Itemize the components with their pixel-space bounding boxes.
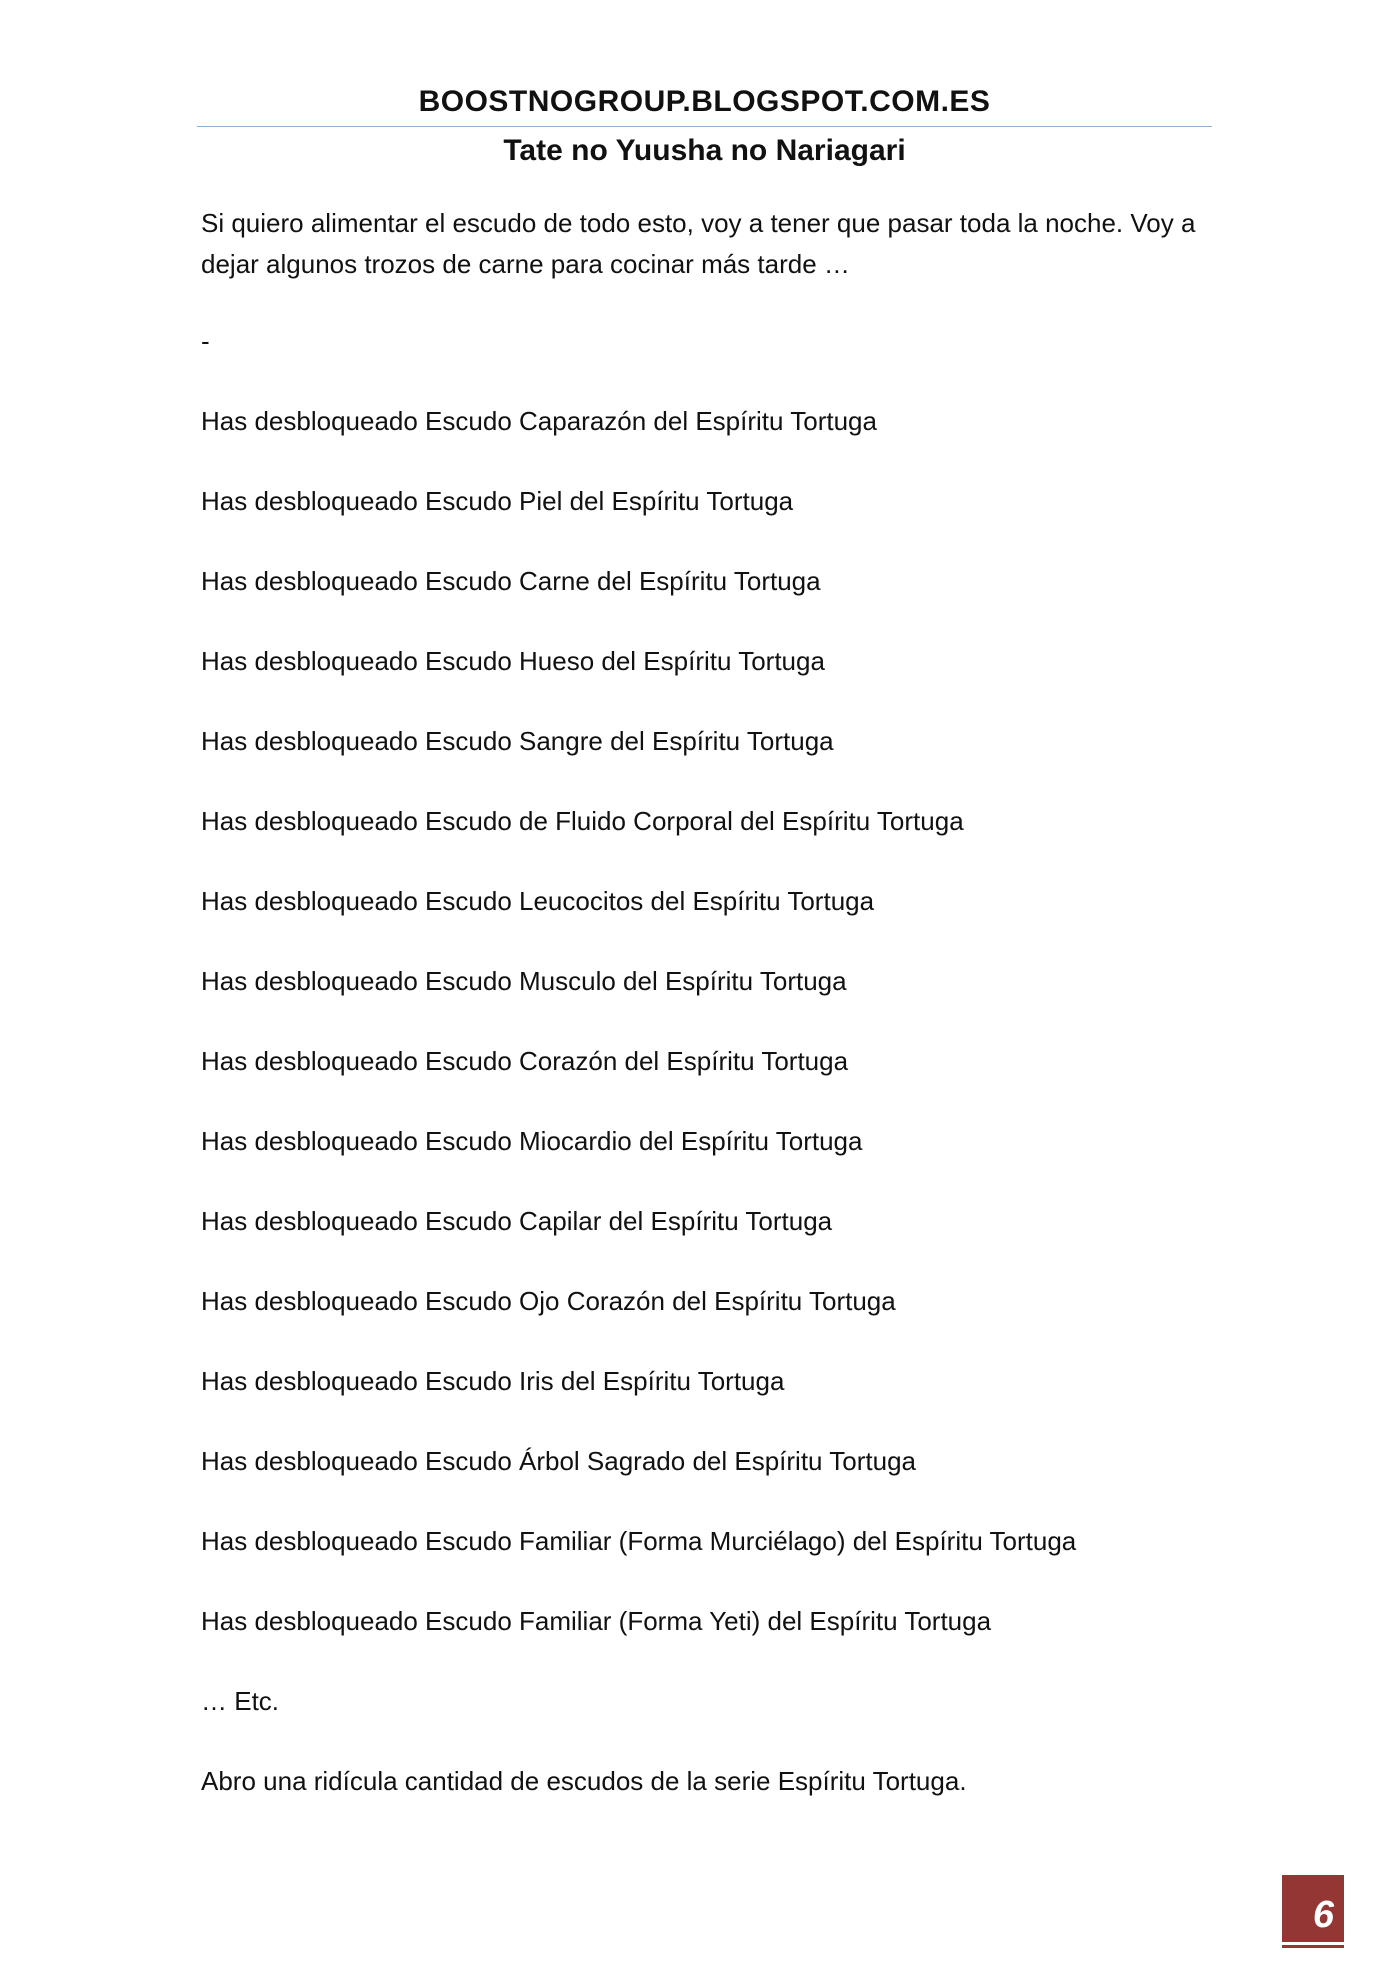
closing-paragraph: Abro una ridícula cantidad de escudos de la serie Espíritu Tortuga. [201, 1766, 967, 1796]
list-item: Has desbloqueado Escudo Ojo Corazón del Espíritu Tortuga [201, 1286, 896, 1316]
intro-paragraph: Si quiero alimentar el escudo de todo esto, voy a tener que pasar toda la noche. Voy a dejar algunos trozos de carne para cocinar más tarde … [201, 208, 1196, 279]
list-item: Has desbloqueado Escudo Miocardio del Espíritu Tortuga [201, 1126, 863, 1156]
unlock-list [201, 401, 1206, 1841]
list-item: Has desbloqueado Escudo Musculo del Espíritu Tortuga [201, 966, 847, 996]
list-item: Has desbloqueado Escudo de Fluido Corporal del Espíritu Tortuga [201, 806, 964, 836]
list-item: Has desbloqueado Escudo Leucocitos del Espíritu Tortuga [201, 886, 875, 916]
header-rule [197, 126, 1212, 127]
site-header: BOOSTNOGROUP.BLOGSPOT.COM.ES [418, 85, 991, 118]
list-item: Has desbloqueado Escudo Árbol Sagrado del Espíritu Tortuga [201, 1446, 916, 1476]
body-text [201, 203, 1206, 1841]
list-item: Has desbloqueado Escudo Carne del Espíritu Tortuga [201, 566, 821, 596]
list-item: Has desbloqueado Escudo Piel del Espíritu Tortuga [201, 486, 794, 516]
list-item: Has desbloqueado Escudo Familiar (Forma Yeti) del Espíritu Tortuga [201, 1606, 992, 1636]
list-item: Has desbloqueado Escudo Iris del Espíritu Tortuga [201, 1366, 785, 1396]
list-item: … Etc. [201, 1686, 280, 1716]
list-item: Has desbloqueado Escudo Hueso del Espíritu Tortuga [201, 646, 825, 676]
list-item: Has desbloqueado Escudo Familiar (Forma Murciélago) del Espíritu Tortuga [201, 1526, 1077, 1556]
page-number-underline [1282, 1942, 1344, 1945]
list-item: Has desbloqueado Escudo Corazón del Espíritu Tortuga [201, 1046, 849, 1076]
list-item: Has desbloqueado Escudo Caparazón del Espíritu Tortuga [201, 406, 877, 436]
list-item: Has desbloqueado Escudo Capilar del Espíritu Tortuga [201, 1206, 833, 1236]
dash-separator: - [201, 326, 210, 356]
document-title: Tate no Yuusha no Nariagari [503, 134, 906, 167]
page-number-badge: 6 [1282, 1875, 1344, 1948]
list-item: Has desbloqueado Escudo Sangre del Espíritu Tortuga [201, 726, 834, 756]
